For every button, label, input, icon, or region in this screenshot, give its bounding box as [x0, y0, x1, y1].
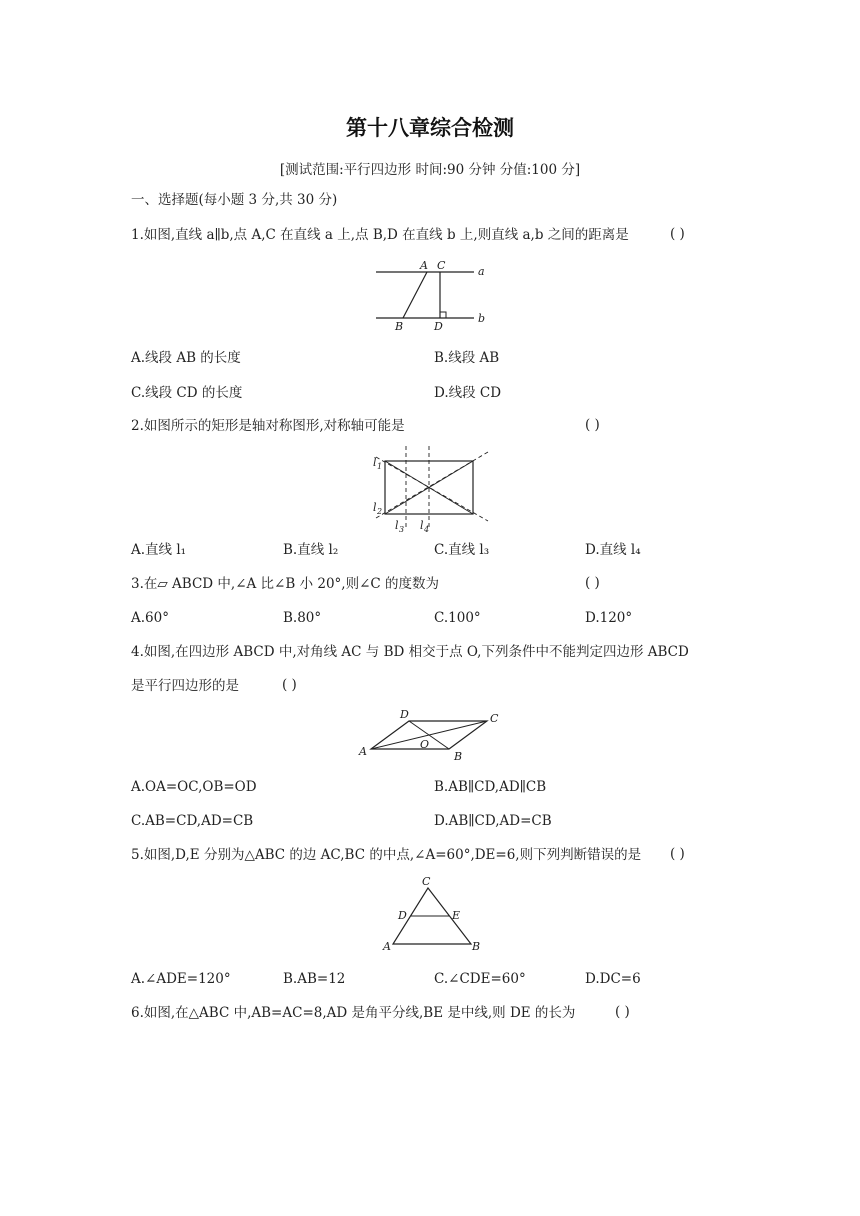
question-2-answer-blank: ( ) — [585, 417, 600, 433]
question-4-option-d: D.AB∥CD,AD=CB — [434, 813, 552, 829]
line-l2-label: l — [373, 501, 377, 514]
line-l3-label: l — [395, 519, 399, 532]
question-2-option-d: D.直线 l₄ — [585, 542, 641, 558]
question-1-option-d: D.线段 CD — [434, 385, 502, 401]
question-3-option-d: D.120° — [585, 610, 633, 626]
line-a-label: a — [478, 265, 485, 278]
question-4-stem-line-1: 4.如图,在四边形 ABCD 中,对角线 AC 与 BD 相交于点 O,下列条件中不能判定四边形 ABCD — [131, 644, 689, 660]
point-o-label: O — [420, 738, 430, 751]
question-5-option-d: D.DC=6 — [585, 971, 641, 987]
point-c-label: C — [437, 259, 446, 272]
question-2-option-c: C.直线 l₃ — [434, 542, 490, 558]
point-c-label: C — [490, 712, 499, 725]
page-title: 第十八章综合检测 — [346, 116, 514, 140]
point-a-label: A — [420, 259, 428, 272]
point-d-label: D — [434, 320, 443, 333]
question-6-stem: 6.如图,在△ABC 中,AB=AC=8,AD 是角平分线,BE 是中线,则 DE 的长为 — [131, 1005, 576, 1021]
point-c-label: C — [422, 875, 431, 888]
question-5-option-b: B.AB=12 — [283, 971, 346, 987]
question-3-option-c: C.100° — [434, 610, 481, 626]
question-4-stem-line-2: 是平行四边形的是 — [131, 678, 239, 694]
line-b-label: b — [478, 312, 486, 325]
question-3-option-b: B.80° — [283, 610, 322, 626]
question-1-stem: 1.如图,直线 a∥b,点 A,C 在直线 a 上,点 B,D 在直线 b 上,则直线 a,b 之间的距离是 — [131, 227, 629, 243]
question-4-answer-blank: ( ) — [282, 677, 297, 693]
line-l3-subscript: 3 — [399, 525, 405, 534]
question-3-answer-blank: ( ) — [585, 575, 600, 591]
question-2-stem: 2.如图所示的矩形是轴对称图形,对称轴可能是 — [131, 418, 405, 434]
point-a-label: A — [383, 940, 391, 953]
question-4-option-a: A.OA=OC,OB=OD — [131, 779, 257, 795]
question-2-figure — [370, 444, 494, 536]
line-l4-label: l — [420, 519, 424, 532]
question-1-figure — [370, 258, 500, 334]
question-1-option-b: B.线段 AB — [434, 350, 500, 366]
point-a-label: A — [359, 745, 367, 758]
section-heading: 一、选择题(每小题 3 分,共 30 分) — [131, 192, 338, 208]
point-b-label: B — [472, 940, 481, 953]
line-l4-subscript: 4 — [424, 525, 430, 534]
question-2-option-a: A.直线 l₁ — [131, 542, 187, 558]
line-l1-subscript: 1 — [377, 462, 383, 471]
question-5-option-a: A.∠ADE=120° — [131, 971, 231, 987]
question-5-stem: 5.如图,D,E 分别为△ABC 的边 AC,BC 的中点,∠A=60°,DE=6,则下列判断错误的是 — [131, 847, 642, 863]
question-3-stem: 3.在▱ ABCD 中,∠A 比∠B 小 20°,则∠C 的度数为 — [131, 576, 440, 592]
point-d-label: D — [400, 708, 409, 721]
question-4-figure — [356, 706, 508, 764]
point-b-label: B — [454, 750, 463, 763]
question-1-option-c: C.线段 CD 的长度 — [131, 385, 243, 401]
question-5-answer-blank: ( ) — [670, 846, 685, 862]
question-4-option-c: C.AB=CD,AD=CB — [131, 813, 254, 829]
question-5-option-c: C.∠CDE=60° — [434, 971, 526, 987]
question-2-option-b: B.直线 l₂ — [283, 542, 339, 558]
question-3-option-a: A.60° — [131, 610, 169, 626]
point-e-label: E — [452, 909, 461, 922]
question-5-figure — [378, 874, 484, 956]
test-info: [测试范围:平行四边形 时间:90 分钟 分值:100 分] — [279, 162, 581, 178]
question-1-answer-blank: ( ) — [670, 226, 685, 242]
point-d-label: D — [398, 909, 407, 922]
line-l2-subscript: 2 — [377, 507, 383, 516]
line-l1-label: l — [373, 456, 377, 469]
point-b-label: B — [395, 320, 404, 333]
question-6-answer-blank: ( ) — [615, 1004, 630, 1020]
question-1-option-a: A.线段 AB 的长度 — [131, 350, 241, 366]
question-4-option-b: B.AB∥CD,AD∥CB — [434, 779, 547, 795]
